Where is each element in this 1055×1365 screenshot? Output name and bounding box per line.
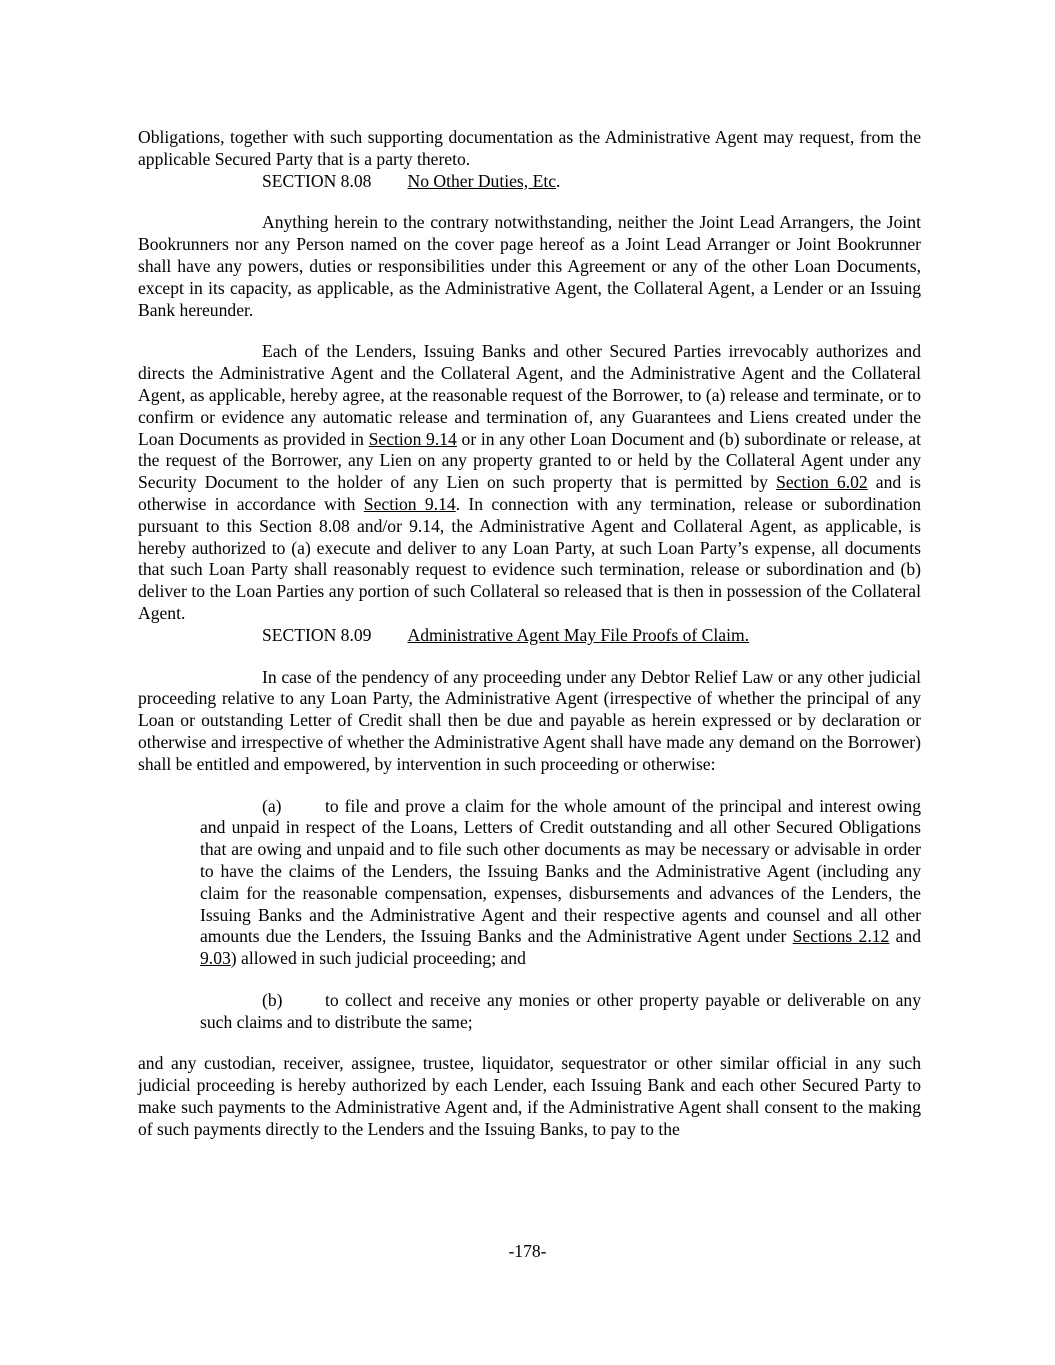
section-8-08-paragraph-2 xyxy=(138,341,921,624)
section-8-08-paragraph-1: Anything herein to the contrary notwithstanding, neither the Joint Lead Arrangers, the Joint Bookrunners nor any Person named on the cover page hereof as a Joint Lead Arranger or Joint Bookrunner shall have any powers, duties or responsibilities under this Agreement or any of the other Loan Documents, except in its capacity, as applicable, as the Administrative Agent, the Collateral Agent, a Lender or an Issuing Bank hereunder. xyxy=(138,212,921,320)
section-8-09-paragraph-1: In case of the pendency of any proceeding under any Debtor Relief Law or any other judicial proceeding relative to any Loan Party, the Administrative Agent (irrespective of whether the principal of any Loan or outstanding Letter of Credit shall then be due and payable as herein expressed or by declaration or otherwise and irrespective of whether the Administrative Agent shall have made any demand on the Borrower) shall be entitled and empowered, by intervention in such proceeding or otherwise: xyxy=(138,666,921,774)
continuation-paragraph: Obligations, together with such supporting documentation as the Administrative Agent may request, from the applicable Secured Party that is a party thereto. xyxy=(138,127,921,169)
cross-reference-link[interactable]: Section 9.14 xyxy=(368,428,457,449)
section-8-09-heading xyxy=(138,625,921,647)
paragraph-text: and is otherwise in accordance with xyxy=(138,472,921,514)
clause-a-label: (a) xyxy=(262,795,282,816)
section-8-09-closing-paragraph: and any custodian, receiver, assignee, trustee, liquidator, sequestrator or other similar official in any such judicial proceeding is hereby authorized by each Lender, each Issuing Bank and each other Secured Party to make such payments to the Administrative Agent and, if the Administrative Agent shall consent to the making of such payments directly to the Lenders and the Issuing Banks, to pay to the xyxy=(138,1053,921,1139)
paragraph-text: Each of the Lenders, Issuing Banks and other Secured Parties irrevocably authorizes and directs the Administrative Agent and the Collateral Agent, and the Administrative Agent and the Collateral Agent, as applicable, hereby agree, at the reasonable request of the Borrower, to (a) release and terminate, or to confirm or evidence any automatic release and termination of, any Guarantees and Liens created under the Loan Documents as provided in xyxy=(138,341,921,449)
section-8-08-heading xyxy=(138,171,921,193)
clause-b xyxy=(200,990,921,1034)
cross-reference-link[interactable]: Sections 2.12 xyxy=(792,926,890,947)
paragraph-text: ) allowed in such judicial proceeding; and xyxy=(230,948,526,969)
section-8-08-title-suffix: . xyxy=(556,170,561,191)
section-8-09-number: SECTION 8.09 xyxy=(262,624,372,645)
page-number: -178- xyxy=(508,1241,547,1261)
paragraph-text: and xyxy=(889,926,921,947)
clause-b-label: (b) xyxy=(262,989,283,1010)
cross-reference-link[interactable]: Section 6.02 xyxy=(776,472,868,493)
document-page xyxy=(138,127,921,1141)
paragraph-text: . In connection with any termination, release or subordination pursuant to this Section 8.08 and/or 9.14, the Administrative Agent and Collateral Agent, as applicable, is hereby authorized to (a) execute and deliver to any Loan Party, at such Loan Party’s expense, all documents that such Loan Party shall reasonably request to evidence such termination, release or subordination and (b) deliver to the Loan Parties any portion of such Collateral so released that is then in possession of the Collateral Agent. xyxy=(138,493,922,623)
cross-reference-link[interactable]: Section 9.14 xyxy=(363,493,456,514)
paragraph-text: to collect and receive any monies or other property payable or deliverable on any such claims and to distribute the same; xyxy=(200,989,921,1032)
paragraph-text: to file and prove a claim for the whole amount of the principal and interest owing and unpaid in respect of the Loans, Letters of Credit outstanding and all other Secured Obligations that are owing and unpaid and to file such other documents as may be necessary or advisable in order to have the claims of the Lenders, the Issuing Banks and the Administrative Agent (including any claim for the reasonable compensation, expenses, disbursements and advances of the Lenders, the Issuing Banks and the Administrative Agent and their respective agents and counsel and all other amounts due the Lenders, the Issuing Banks and the Administrative Agent under xyxy=(200,795,921,947)
section-8-08-title: No Other Duties, Etc xyxy=(407,170,557,191)
cross-reference-link[interactable]: 9.03 xyxy=(200,948,231,969)
section-8-09-title: Administrative Agent May File Proofs of Claim. xyxy=(407,624,750,645)
section-8-08-number: SECTION 8.08 xyxy=(262,170,372,191)
paragraph-text: or in any other Loan Document and (b) subordinate or release, at the request of the Borrower, any Lien on any property granted to or held by the Collateral Agent under any Security Document to the holder of any Lien on such property that is permitted by xyxy=(138,428,921,493)
clause-a xyxy=(200,796,921,970)
